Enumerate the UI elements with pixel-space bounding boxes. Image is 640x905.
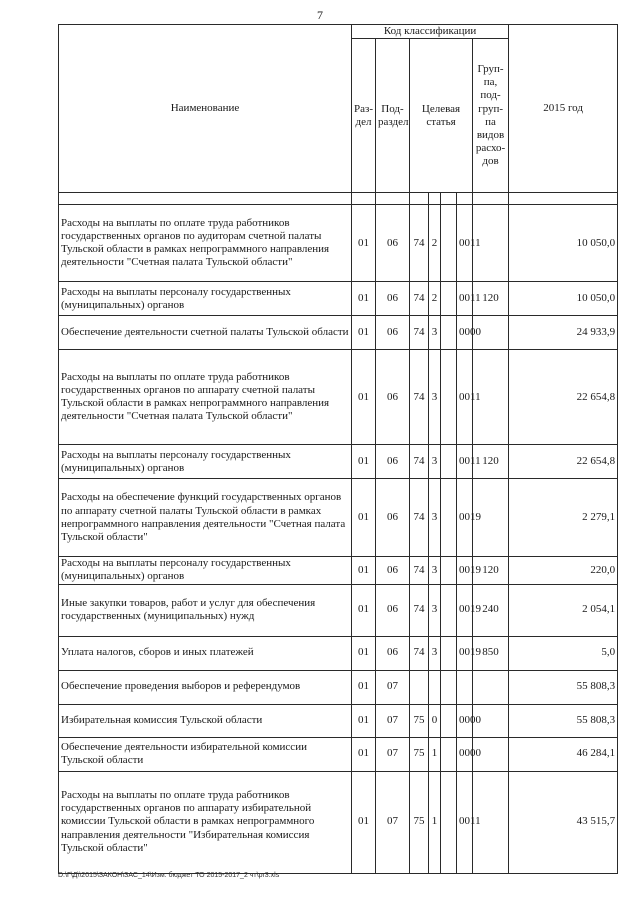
row-subsection: 06 (376, 205, 410, 282)
budget-table (58, 24, 618, 874)
row-target-program: 74 (410, 479, 429, 557)
row-expense-type: 120 (473, 282, 509, 316)
row-subsection: 06 (376, 445, 410, 479)
row-target-spacer (441, 584, 457, 636)
row-target-program: 74 (410, 557, 429, 584)
row-target-code: 0000 (457, 316, 473, 350)
row-section: 01 (352, 737, 376, 771)
row-name: Избирательная комиссия Тульской области (59, 704, 352, 737)
row-target-subprogram: 3 (429, 584, 441, 636)
row-target-program: 74 (410, 584, 429, 636)
row-amount: 43 515,7 (509, 771, 618, 873)
row-name: Иные закупки товаров, работ и услуг для обеспечения государственных (муниципальных) нужд (59, 584, 352, 636)
row-target-code: 0011 (457, 771, 473, 873)
row-amount: 22 654,8 (509, 350, 618, 445)
row-name: Обеспечение проведения выборов и референдумов (59, 670, 352, 704)
row-target-code (457, 670, 473, 704)
row-amount: 46 284,1 (509, 737, 618, 771)
row-subsection: 06 (376, 282, 410, 316)
row-subsection: 06 (376, 316, 410, 350)
row-amount: 24 933,9 (509, 316, 618, 350)
row-target-spacer (441, 479, 457, 557)
row-amount: 10 050,0 (509, 282, 618, 316)
row-section: 01 (352, 771, 376, 873)
row-amount: 5,0 (509, 636, 618, 670)
row-target-spacer (441, 316, 457, 350)
row-subsection: 06 (376, 584, 410, 636)
row-target-subprogram: 3 (429, 316, 441, 350)
row-section: 01 (352, 704, 376, 737)
row-target-subprogram: 1 (429, 771, 441, 873)
row-name: Расходы на обеспечение функций государственных органов по аппарату счетной палаты Тульской области в рамках непрограммного направления деятельности "Счетная палата Тульской области" (59, 479, 352, 557)
row-section: 01 (352, 282, 376, 316)
row-target-code: 0019 (457, 479, 473, 557)
row-target-program: 74 (410, 316, 429, 350)
row-target-code: 0019 (457, 584, 473, 636)
row-target-program: 74 (410, 205, 429, 282)
table-row (59, 282, 618, 316)
table-body (59, 193, 618, 873)
row-section: 01 (352, 350, 376, 445)
row-expense-type (473, 670, 509, 704)
row-name: Обеспечение деятельности избирательной комиссии Тульской области (59, 737, 352, 771)
row-name: Расходы на выплаты по оплате труда работников государственных органов по аппарату избирательной комиссии Тульской области в рамках непрограммного направления деятельности "Избирательная комиссия Тульской области" (59, 771, 352, 873)
table-row (59, 636, 618, 670)
row-target-program (410, 670, 429, 704)
row-target-code: 0011 (457, 282, 473, 316)
table-row (59, 557, 618, 584)
file-path-footer: D:\Г\Д\\2015\ЗАКОН\ЗАС_14\Изм. бюджет ТО 2015-2017_2 чт\pr3.xls (58, 872, 280, 879)
row-target-code: 0000 (457, 704, 473, 737)
row-amount: 220,0 (509, 557, 618, 584)
row-target-program: 75 (410, 771, 429, 873)
row-amount: 10 050,0 (509, 205, 618, 282)
row-section: 01 (352, 557, 376, 584)
row-section: 01 (352, 316, 376, 350)
row-section: 01 (352, 636, 376, 670)
table-row (59, 479, 618, 557)
row-target-subprogram: 1 (429, 737, 441, 771)
row-target-spacer (441, 557, 457, 584)
header-group: Груп- па, под- груп- па видов расхо- дов (473, 39, 509, 193)
row-subsection: 06 (376, 479, 410, 557)
row-target-code: 0011 (457, 205, 473, 282)
row-target-code: 0019 (457, 557, 473, 584)
row-subsection: 06 (376, 350, 410, 445)
header-classification: Код классификации (352, 25, 509, 39)
table-row (59, 316, 618, 350)
row-target-subprogram: 3 (429, 557, 441, 584)
row-section: 01 (352, 479, 376, 557)
header-subsection: Под- раздел (376, 39, 410, 193)
table-row (59, 670, 618, 704)
row-target-spacer (441, 445, 457, 479)
row-target-program: 74 (410, 445, 429, 479)
row-section: 01 (352, 205, 376, 282)
row-target-program: 74 (410, 350, 429, 445)
row-target-spacer (441, 636, 457, 670)
row-target-code: 0011 (457, 350, 473, 445)
row-subsection: 06 (376, 557, 410, 584)
row-section: 01 (352, 584, 376, 636)
table-row (59, 445, 618, 479)
table-row (59, 771, 618, 873)
row-name: Расходы на выплаты персоналу государственных (муниципальных) органов (59, 445, 352, 479)
row-target-subprogram: 2 (429, 205, 441, 282)
row-target-subprogram: 3 (429, 350, 441, 445)
table-row (59, 205, 618, 282)
row-target-program: 74 (410, 636, 429, 670)
row-target-code: 0000 (457, 737, 473, 771)
row-name: Расходы на выплаты по оплате труда работников государственных органов по аппарату счетной палаты Тульской области в рамках непрограммного направления деятельности "Счетная палата Тульской области" (59, 350, 352, 445)
row-expense-type: 120 (473, 445, 509, 479)
row-expense-type: 850 (473, 636, 509, 670)
row-name: Расходы на выплаты персоналу государственных (муниципальных) органов (59, 282, 352, 316)
row-amount: 2 054,1 (509, 584, 618, 636)
row-target-subprogram: 3 (429, 479, 441, 557)
row-target-code: 0019 (457, 636, 473, 670)
row-amount: 2 279,1 (509, 479, 618, 557)
row-target-subprogram: 3 (429, 445, 441, 479)
table-row (59, 350, 618, 445)
table-row (59, 704, 618, 737)
table-row (59, 737, 618, 771)
row-name: Расходы на выплаты персоналу государственных (муниципальных) органов (59, 557, 352, 584)
row-target-subprogram: 0 (429, 704, 441, 737)
row-subsection: 06 (376, 636, 410, 670)
header-name: Наименование (59, 25, 352, 193)
row-section: 01 (352, 445, 376, 479)
row-subsection: 07 (376, 670, 410, 704)
row-target-spacer (441, 205, 457, 282)
row-target-subprogram: 3 (429, 636, 441, 670)
row-target-subprogram (429, 670, 441, 704)
row-target-spacer (441, 704, 457, 737)
row-name: Уплата налогов, сборов и иных платежей (59, 636, 352, 670)
row-name: Обеспечение деятельности счетной палаты Тульской области (59, 316, 352, 350)
page-number: 7 (317, 8, 323, 22)
row-target-spacer (441, 350, 457, 445)
row-amount: 55 808,3 (509, 704, 618, 737)
row-amount: 55 808,3 (509, 670, 618, 704)
row-section: 01 (352, 670, 376, 704)
row-subsection: 07 (376, 704, 410, 737)
header-target: Целевая статья (410, 39, 473, 193)
row-target-spacer (441, 771, 457, 873)
table-row (59, 584, 618, 636)
row-target-program: 75 (410, 704, 429, 737)
row-subsection: 07 (376, 737, 410, 771)
row-target-spacer (441, 670, 457, 704)
row-target-code: 0011 (457, 445, 473, 479)
row-amount: 22 654,8 (509, 445, 618, 479)
header-section: Раз- дел (352, 39, 376, 193)
row-expense-type: 120 (473, 557, 509, 584)
row-expense-type: 240 (473, 584, 509, 636)
table-header (59, 25, 618, 193)
header-year: 2015 год (509, 25, 618, 193)
row-target-spacer (441, 737, 457, 771)
row-subsection: 07 (376, 771, 410, 873)
row-target-subprogram: 2 (429, 282, 441, 316)
row-target-program: 74 (410, 282, 429, 316)
row-target-spacer (441, 282, 457, 316)
row-target-program: 75 (410, 737, 429, 771)
row-name: Расходы на выплаты по оплате труда работников государственных органов по аудиторам счетной палаты Тульской области в рамках непрограммного направления деятельности "Счетная палата Тульской области" (59, 205, 352, 282)
